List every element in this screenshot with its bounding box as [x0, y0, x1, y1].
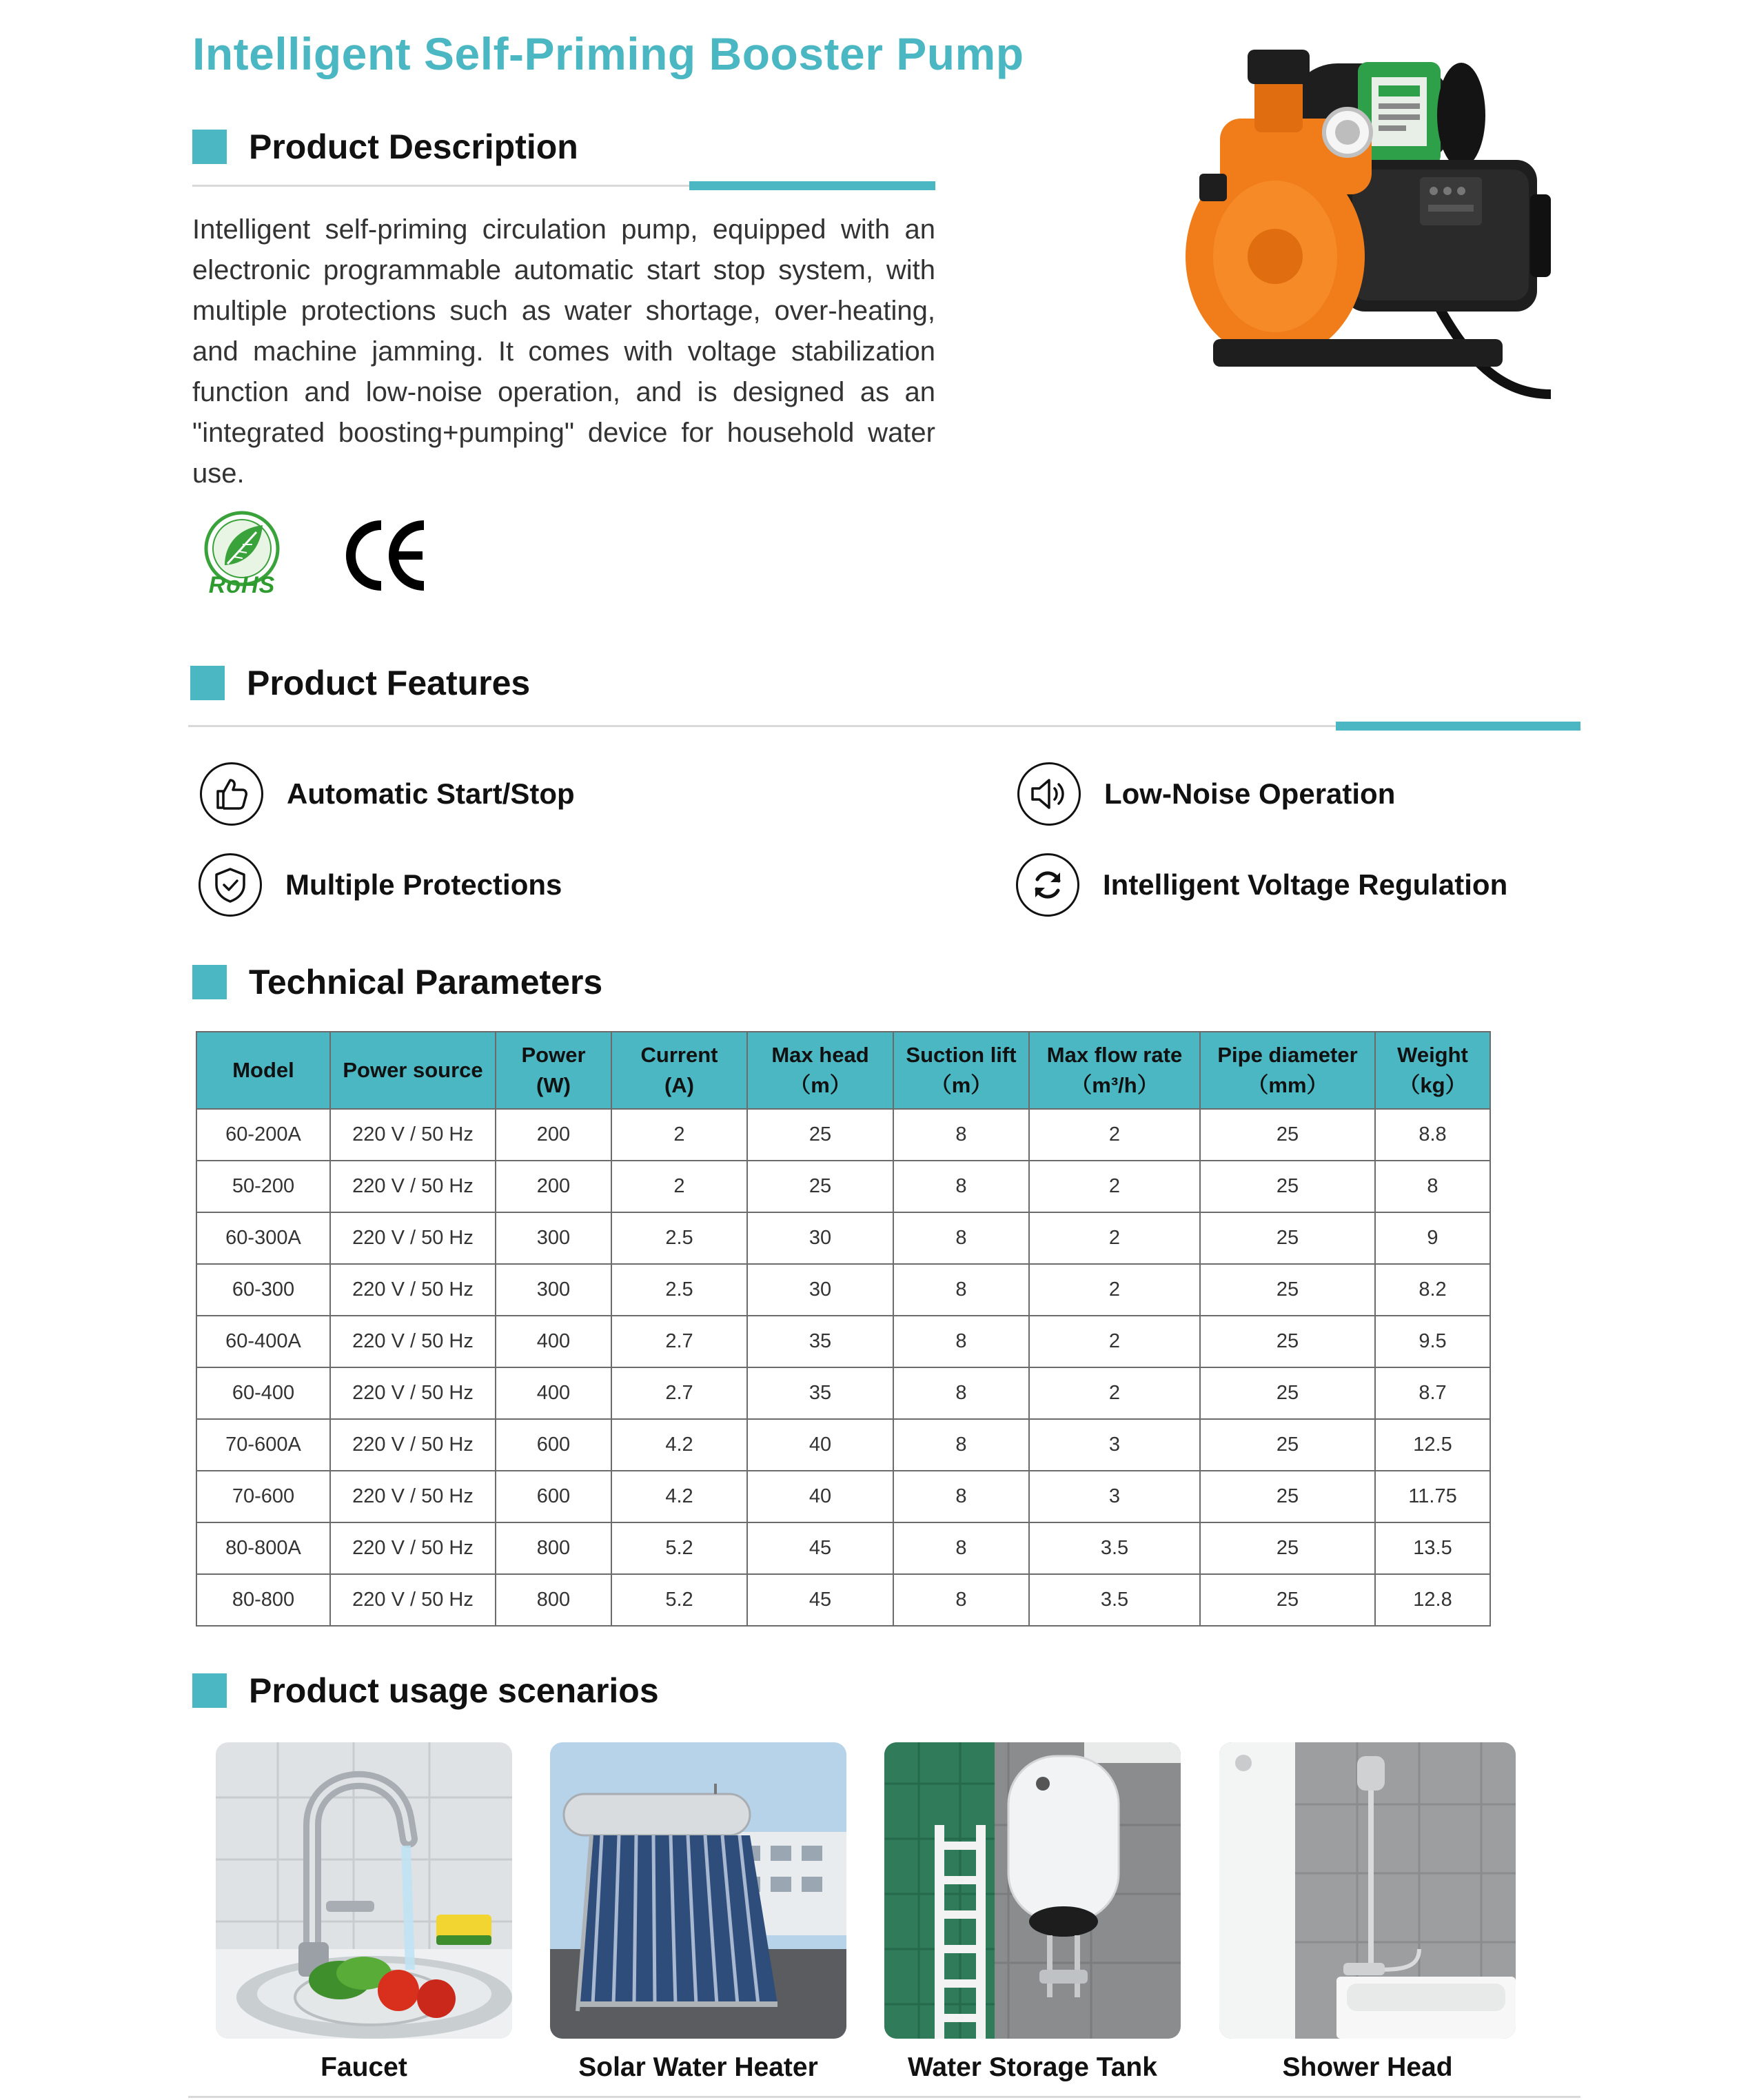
table-row	[196, 1161, 1490, 1212]
table-cell: 3	[1029, 1419, 1200, 1471]
table-cell: 25	[1200, 1109, 1375, 1161]
table-cell: 25	[747, 1109, 893, 1161]
thumbs-up-icon	[200, 762, 263, 826]
section-accent-bar	[1336, 722, 1580, 731]
table-cell: 220 V / 50 Hz	[330, 1212, 496, 1264]
table-cell: 2.7	[611, 1367, 747, 1419]
section-marker	[192, 1673, 227, 1708]
table-cell: 600	[496, 1419, 611, 1471]
table-cell: 12.5	[1375, 1419, 1490, 1471]
table-cell: 8	[893, 1419, 1029, 1471]
footer-divider	[188, 2096, 1580, 2098]
scenario-image-faucet	[216, 1742, 512, 2039]
table-header: Suction lift （m）	[893, 1032, 1029, 1109]
table-cell: 220 V / 50 Hz	[330, 1419, 496, 1471]
table-cell: 30	[747, 1264, 893, 1316]
pump-product-image	[1172, 36, 1558, 408]
table-cell: 220 V / 50 Hz	[330, 1522, 496, 1574]
table-header: Max flow rate （m³/h）	[1029, 1032, 1200, 1109]
table-row	[196, 1264, 1490, 1316]
scenario-label-water-storage-tank: Water Storage Tank	[908, 2052, 1157, 2082]
table-cell: 400	[496, 1367, 611, 1419]
feature-label: Multiple Protections	[285, 868, 562, 901]
table-cell: 25	[1200, 1522, 1375, 1574]
table-cell: 12.8	[1375, 1574, 1490, 1626]
section-header-usage	[192, 1671, 659, 1711]
section-marker	[190, 666, 225, 700]
table-header: Pipe diameter （mm）	[1200, 1032, 1375, 1109]
table-cell: 5.2	[611, 1522, 747, 1574]
table-cell: 2	[1029, 1161, 1200, 1212]
table-cell: 60-400A	[196, 1316, 330, 1367]
table-cell: 8	[893, 1264, 1029, 1316]
ce-logo	[341, 518, 428, 593]
table-cell: 800	[496, 1522, 611, 1574]
table-cell: 60-200A	[196, 1109, 330, 1161]
rohs-text: RoHS	[208, 572, 276, 598]
section-header-description	[192, 127, 578, 167]
table-cell: 2	[1029, 1264, 1200, 1316]
table-cell: 60-400	[196, 1367, 330, 1419]
table-cell: 8	[893, 1212, 1029, 1264]
table-cell: 3	[1029, 1471, 1200, 1522]
table-cell: 2	[1029, 1109, 1200, 1161]
table-row	[196, 1316, 1490, 1367]
table-cell: 8	[893, 1471, 1029, 1522]
table-cell: 50-200	[196, 1161, 330, 1212]
table-cell: 220 V / 50 Hz	[330, 1109, 496, 1161]
table-header: Max head （m）	[747, 1032, 893, 1109]
feature-label: Automatic Start/Stop	[287, 777, 575, 810]
section-title-technical: Technical Parameters	[249, 963, 603, 1001]
section-marker	[192, 965, 227, 999]
section-accent-bar	[689, 181, 935, 190]
rohs-logo	[197, 509, 287, 600]
table-cell: 80-800A	[196, 1522, 330, 1574]
table-cell: 11.75	[1375, 1471, 1490, 1522]
table-cell: 2	[1029, 1367, 1200, 1419]
scenario-image-solar-water-heater	[550, 1742, 846, 2039]
table-cell: 2	[611, 1109, 747, 1161]
table-cell: 25	[1200, 1471, 1375, 1522]
table-cell: 25	[1200, 1316, 1375, 1367]
table-cell: 220 V / 50 Hz	[330, 1574, 496, 1626]
table-row	[196, 1471, 1490, 1522]
table-cell: 2	[1029, 1316, 1200, 1367]
table-row	[196, 1109, 1490, 1161]
table-cell: 8	[893, 1522, 1029, 1574]
product-description: Intelligent self-priming circulation pump, equipped with an electronic programmable automatic start stop system, with multiple protections such as water shortage, over-heating, and machine jamming. It comes with voltage stabilization function and low-noise operation, and is designed as an "integrated boosting+pumping" device for household water use.	[192, 214, 935, 489]
table-cell: 25	[747, 1161, 893, 1212]
table-cell: 4.2	[611, 1471, 747, 1522]
table-cell: 13.5	[1375, 1522, 1490, 1574]
table-cell: 8	[893, 1574, 1029, 1626]
table-cell: 2	[611, 1161, 747, 1212]
table-cell: 9.5	[1375, 1316, 1490, 1367]
feature-multiple-protections	[199, 853, 562, 917]
table-cell: 300	[496, 1212, 611, 1264]
table-cell: 25	[1200, 1419, 1375, 1471]
table-cell: 60-300A	[196, 1212, 330, 1264]
section-title-usage: Product usage scenarios	[249, 1671, 659, 1710]
table-cell: 8	[893, 1161, 1029, 1212]
table-cell: 35	[747, 1367, 893, 1419]
feature-label: Intelligent Voltage Regulation	[1103, 868, 1508, 901]
section-title-description: Product Description	[249, 128, 578, 166]
table-cell: 600	[496, 1471, 611, 1522]
table-cell: 2.5	[611, 1264, 747, 1316]
feature-label: Low-Noise Operation	[1104, 777, 1396, 810]
scenario-label-faucet: Faucet	[321, 2052, 407, 2082]
table-cell: 70-600A	[196, 1419, 330, 1471]
table-cell: 25	[1200, 1212, 1375, 1264]
scenario-image-shower-head	[1219, 1742, 1516, 2039]
table-cell: 8.2	[1375, 1264, 1490, 1316]
speaker-icon	[1017, 762, 1081, 826]
table-cell: 9	[1375, 1212, 1490, 1264]
table-cell: 8.7	[1375, 1367, 1490, 1419]
feature-low-noise-operation	[1017, 762, 1395, 826]
section-header-features	[190, 663, 530, 703]
table-cell: 8	[1375, 1161, 1490, 1212]
table-header: Power source	[330, 1032, 496, 1109]
table-cell: 220 V / 50 Hz	[330, 1316, 496, 1367]
feature-automatic-start-stop	[200, 762, 575, 826]
table-cell: 220 V / 50 Hz	[330, 1264, 496, 1316]
table-cell: 40	[747, 1471, 893, 1522]
scenario-label-solar-water-heater: Solar Water Heater	[578, 2052, 818, 2082]
scenario-label-shower-head: Shower Head	[1282, 2052, 1453, 2082]
table-row	[196, 1522, 1490, 1574]
scenario-image-water-storage-tank	[884, 1742, 1181, 2039]
table-cell: 8	[893, 1367, 1029, 1419]
table-cell: 5.2	[611, 1574, 747, 1626]
table-header: Weight （kg）	[1375, 1032, 1490, 1109]
refresh-icon	[1016, 853, 1079, 917]
table-cell: 220 V / 50 Hz	[330, 1367, 496, 1419]
table-cell: 25	[1200, 1161, 1375, 1212]
table-cell: 400	[496, 1316, 611, 1367]
table-cell: 60-300	[196, 1264, 330, 1316]
table-cell: 220 V / 50 Hz	[330, 1161, 496, 1212]
feature-intelligent-voltage-regulation	[1016, 853, 1507, 917]
table-cell: 220 V / 50 Hz	[330, 1471, 496, 1522]
table-cell: 4.2	[611, 1419, 747, 1471]
table-header: Current (A)	[611, 1032, 747, 1109]
table-row	[196, 1367, 1490, 1419]
table-cell: 70-600	[196, 1471, 330, 1522]
table-cell: 35	[747, 1316, 893, 1367]
table-cell: 300	[496, 1264, 611, 1316]
table-row	[196, 1574, 1490, 1626]
table-cell: 3.5	[1029, 1574, 1200, 1626]
table-cell: 25	[1200, 1367, 1375, 1419]
table-cell: 3.5	[1029, 1522, 1200, 1574]
table-cell: 45	[747, 1574, 893, 1626]
table-cell: 2	[1029, 1212, 1200, 1264]
section-marker	[192, 130, 227, 164]
table-cell: 8	[893, 1109, 1029, 1161]
page-title: Intelligent Self-Priming Booster Pump	[192, 28, 1024, 79]
table-row	[196, 1419, 1490, 1471]
section-header-technical	[192, 962, 602, 1002]
table-header: Power (W)	[496, 1032, 611, 1109]
table-cell: 200	[496, 1161, 611, 1212]
table-cell: 80-800	[196, 1574, 330, 1626]
table-row	[196, 1212, 1490, 1264]
table-cell: 8	[893, 1316, 1029, 1367]
section-title-features: Product Features	[247, 664, 531, 702]
table-cell: 800	[496, 1574, 611, 1626]
table-header-row	[196, 1032, 1490, 1109]
table-cell: 200	[496, 1109, 611, 1161]
table-cell: 25	[1200, 1264, 1375, 1316]
table-cell: 40	[747, 1419, 893, 1471]
table-cell: 30	[747, 1212, 893, 1264]
table-cell: 2.5	[611, 1212, 747, 1264]
technical-parameters-table	[196, 1031, 1491, 1627]
table-header: Model	[196, 1032, 330, 1109]
table-cell: 8.8	[1375, 1109, 1490, 1161]
table-cell: 2.7	[611, 1316, 747, 1367]
table-cell: 45	[747, 1522, 893, 1574]
table-cell: 25	[1200, 1574, 1375, 1626]
shield-check-icon	[199, 853, 262, 917]
